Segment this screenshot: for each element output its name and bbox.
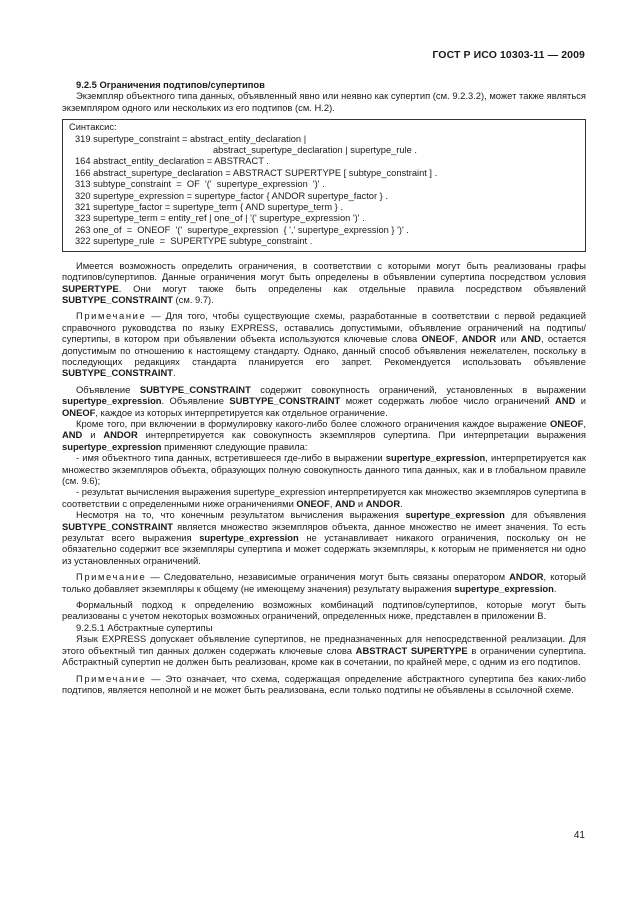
note-label: Примечание — [76, 310, 147, 322]
note-label: Примечание — [76, 571, 147, 583]
keyword: SUPERTYPE — [62, 282, 119, 294]
syntax-rule: 263 one_of = ONEOF '(' supertype_expression { ',' supertype_expression } ')' . — [75, 224, 409, 235]
syntax-box — [62, 119, 586, 251]
paragraph-abstract-supertypes: Язык EXPRESS допускает объявление супертипов, не предназначенных для непосредственной реализации. Для этого объектный тип данных должен содержать ключевые слова ABSTRACT SUPERTYPE в ограничении супертипа. Абстрактный супертип не должен быть реализован, кроме как в сочетании, по крайней мере, с одним из его подтипов. — [62, 633, 586, 668]
section-title: 9.2.5 Ограничения подтипов/супертипов — [76, 79, 265, 90]
paragraph-formal-approach: Формальный подход к определению возможных комбинаций подтипов/супертипов, которые могут быть реализованы с учетом некоторых возможных ограничений, определенных ниже, представлен в приложении В. — [62, 599, 586, 622]
subsection-title: 9.2.5.1 Абстрактные супертипы — [76, 621, 213, 633]
syntax-rule: 319 supertype_constraint = abstract_entity_declaration | — [75, 133, 307, 144]
paragraph-subtype-constraint: Объявление SUBTYPE_CONSTRAINT содержит совокупность ограничений, установленных в выражении supertype_expression. Объявление SUBTYPE_CONSTRAINT может содержать любое число ограничений AND и ONEOF, каждое из которых интерпретируется как отдельное ограничение. — [62, 383, 586, 418]
syntax-label: Синтаксис: — [69, 122, 117, 133]
syntax-rule: 323 supertype_term = entity_ref | one_of | '(' supertype_expression ')' . — [75, 213, 365, 224]
note-2: Примечание — Следовательно, независимые ограничения могут быть связаны оператором ANDOR, который только добавляет экземпляры к общему (не имеющему значения) результату выражения supertype_expression. — [62, 571, 587, 594]
syntax-rule: 321 supertype_factor = supertype_term { AND supertype_term } . — [75, 202, 343, 213]
rule-item-2: - результат вычисления выражения supertype_expression интерпретируется как множество экземпляров супертипа в соответствии с определенными ниже ограничениями ONEOF, AND и ANDOR. — [62, 486, 586, 509]
paragraph-result: Несмотря на то, что конечным результатом вычисления выражения supertype_expression для объявления SUBTYPE_CONSTRAINT является множество экземпляров объекта, данное множество не имеет значения. То есть результат всего выражения supertype_expression не устанавливает никакого ограничения, поскольку он не обязательно содержит все экземпляры супертипа и может содержать экземпляры, к которым не применяется ни одно из установленных ограничений. — [62, 509, 586, 566]
syntax-rule: 166 abstract_supertype_declaration = ABSTRACT SUPERTYPE [ subtype_constraint ] . — [75, 167, 438, 178]
syntax-rule-continuation: abstract_supertype_declaration | supertype_rule . — [213, 145, 417, 156]
paragraph-constraints: Имеется возможность определить ограничения, в соответствии с которыми могут быть реализованы графы подтипов/супертипов. Данные ограничения могут быть определены в объявлении супертипа посредством условия SUPERTYPE. Они могут также быть определены как отдельные правила посредством объявлений SUBTYPE_CONSTRAINT (см. 9.7). — [62, 259, 586, 305]
paragraph-interpretation: Кроме того, при включении в формулировку какого-либо более сложного ограничения каждое выражение ONEOF, AND и ANDOR интерпретируется как совокупность экземпляров супертипа. При интерпретации выражения supertype_expression применяют следующие правила: — [62, 417, 586, 452]
syntax-rule: 322 supertype_rule = SUPERTYPE subtype_constraint . — [75, 236, 313, 247]
syntax-rule: 320 supertype_expression = supertype_factor { ANDOR supertype_factor } . — [75, 190, 388, 201]
note-1: Примечание — Для того, чтобы существующие схемы, разработанные в соответствии с первой редакцией справочного руководства по языку EXPRESS, оставались допустимыми, объявление ограничений на подтипы/супертипы, в котором при объявлении объекта используются ключевые слова ONEOF, ANDOR или AND, остается допустимым по отношению к настоящему стандарту. Однако, данный способ объявления нежелателен, поскольку в последующих редакциях стандарта планируется его запрет. Рекомендуется использовать объявление SUBTYPE_CONSTRAINT. — [62, 310, 586, 379]
syntax-rule: 313 subtype_constraint = OF '(' supertype_expression ')' . — [75, 179, 325, 190]
syntax-rule: 164 abstract_entity_declaration = ABSTRACT . — [75, 156, 269, 167]
intro-paragraph: Экземпляр объектного типа данных, объявленный явно или неявно как супертип (см. 9.2.3.2), может также являться экземпляром одного или нескольких из его подтипов (см. Н.2). — [62, 90, 586, 113]
standard-header: ГОСТ Р ИСО 10303-11 — 2009 — [432, 49, 585, 61]
page-number: 41 — [573, 830, 585, 841]
note-3: Примечание — Это означает, что схема, содержащая определение абстрактного супертипа без каких-либо подтипов, является неполной и не может быть реализована, если только подтипы не объявлены в ссылочной схеме. — [62, 672, 586, 695]
keyword: SUBTYPE_CONSTRAINT — [62, 293, 173, 305]
page-content — [62, 79, 586, 695]
note-label: Примечание — [76, 672, 147, 684]
rule-item-1: - имя объектного типа данных, встретившееся где-либо в выражении supertype_expression, интерпретируется как множество экземпляров объекта, образующих полную совокупность данного типа данных, как и в глобальном правиле (см. 9.6); — [62, 452, 586, 486]
